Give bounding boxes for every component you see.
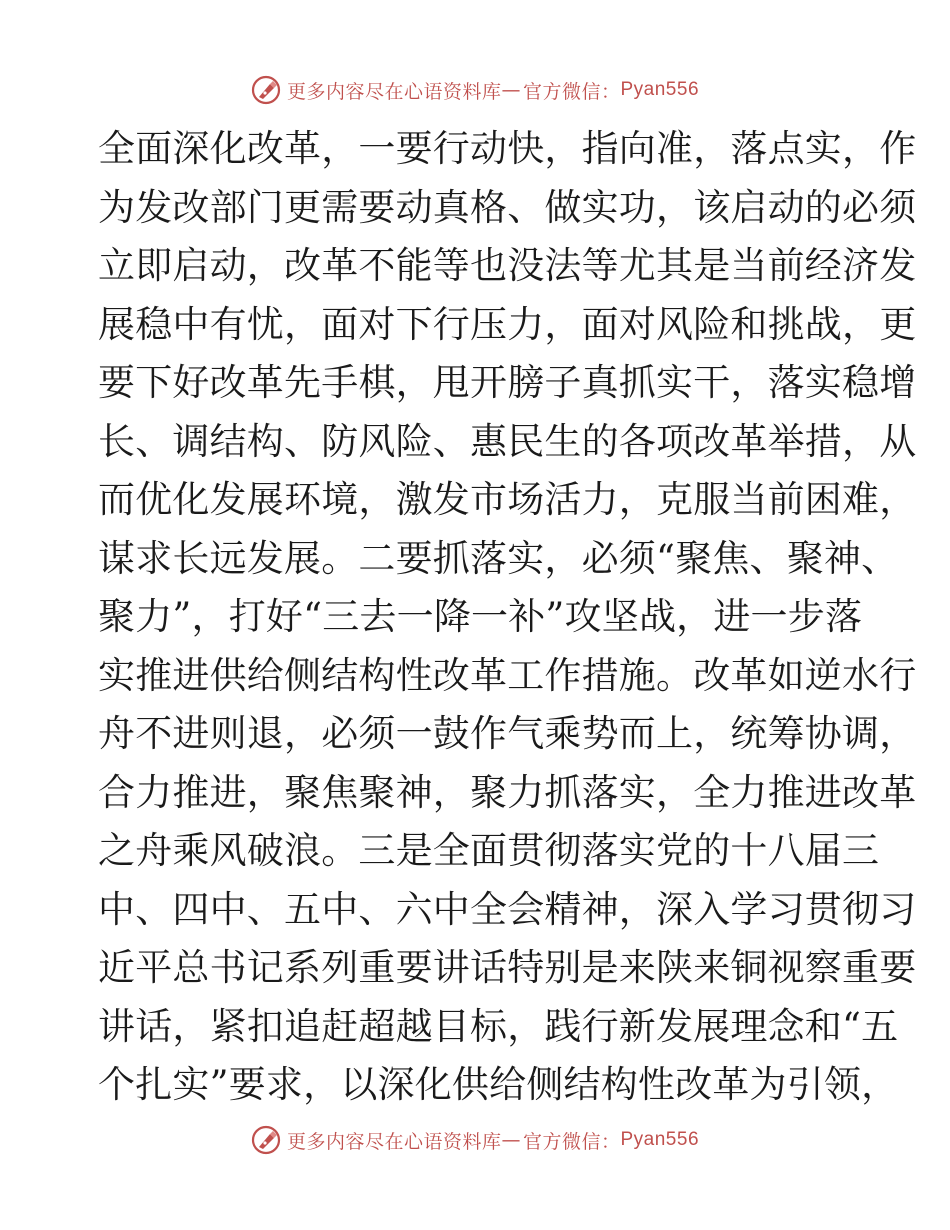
text-line: 为发改部门更需要动真格、做实功，该启动的必须 (98, 185, 917, 229)
wechat-id: Pyan556 (620, 79, 700, 100)
wechat-id: Pyan556 (620, 1129, 700, 1150)
wechat-label: 官方微信： (522, 80, 621, 103)
text-line: 合力推进，聚焦聚神，聚力抓落实，全力推进改革 (98, 770, 917, 814)
text-line: 谋求长远发展。二要抓落实，必须“聚焦、聚神、 (98, 536, 899, 580)
banner-text: 更多内容尽在心语资料库 (286, 1130, 502, 1153)
text-line: 展稳中有忧，面对下行压力，面对风险和挑战，更 (98, 302, 917, 346)
banner-text: 更多内容尽在心语资料库 (286, 80, 502, 103)
pen-nib-logo-icon (251, 75, 281, 105)
banner-separator: — (501, 79, 521, 101)
text-line: 近平总书记系列重要讲话特别是来陕来铜视察重要 (98, 946, 917, 989)
text-line: 之舟乘风破浪。三是全面贯彻落实党的十八届三 (98, 829, 880, 872)
text-line: 讲话，紧扣追赶超越目标，践行新发展理念和“五 (98, 1004, 899, 1048)
text-line: 中、四中、五中、六中全会精神，深入学习贯彻习 (98, 887, 917, 931)
text-line: 而优化发展环境，激发市场活力，克服当前困难， (98, 478, 917, 521)
text-line: 实推进供给侧结构性改革工作措施。改革如逆水行 (98, 653, 917, 697)
footer-banner (0, 1120, 950, 1160)
text-line: 全面深化改革，一要行动快，指向准，落点实，作 (98, 127, 917, 170)
text-line: 长、调结构、防风险、惠民生的各项改革举措，从 (98, 419, 917, 463)
wechat-label: 官方微信： (522, 1130, 621, 1153)
text-line: 聚力”，打好“三去一降一补”攻坚战，进一步落 (98, 595, 863, 638)
body-text (98, 120, 917, 1115)
header-banner (0, 70, 950, 110)
text-line: 个扎实”要求，以深化供给侧结构性改革为引领， (98, 1063, 899, 1106)
text-line: 舟不进则退，必须一鼓作气乘势而上，统筹协调， (98, 712, 917, 755)
text-line: 立即启动，改革不能等也没法等尤其是当前经济发 (98, 244, 917, 287)
text-line: 要下好改革先手棋，甩开膀子真抓实干，落实稳增 (98, 361, 917, 404)
banner-separator: — (501, 1129, 521, 1151)
pen-nib-logo-icon (251, 1125, 281, 1155)
